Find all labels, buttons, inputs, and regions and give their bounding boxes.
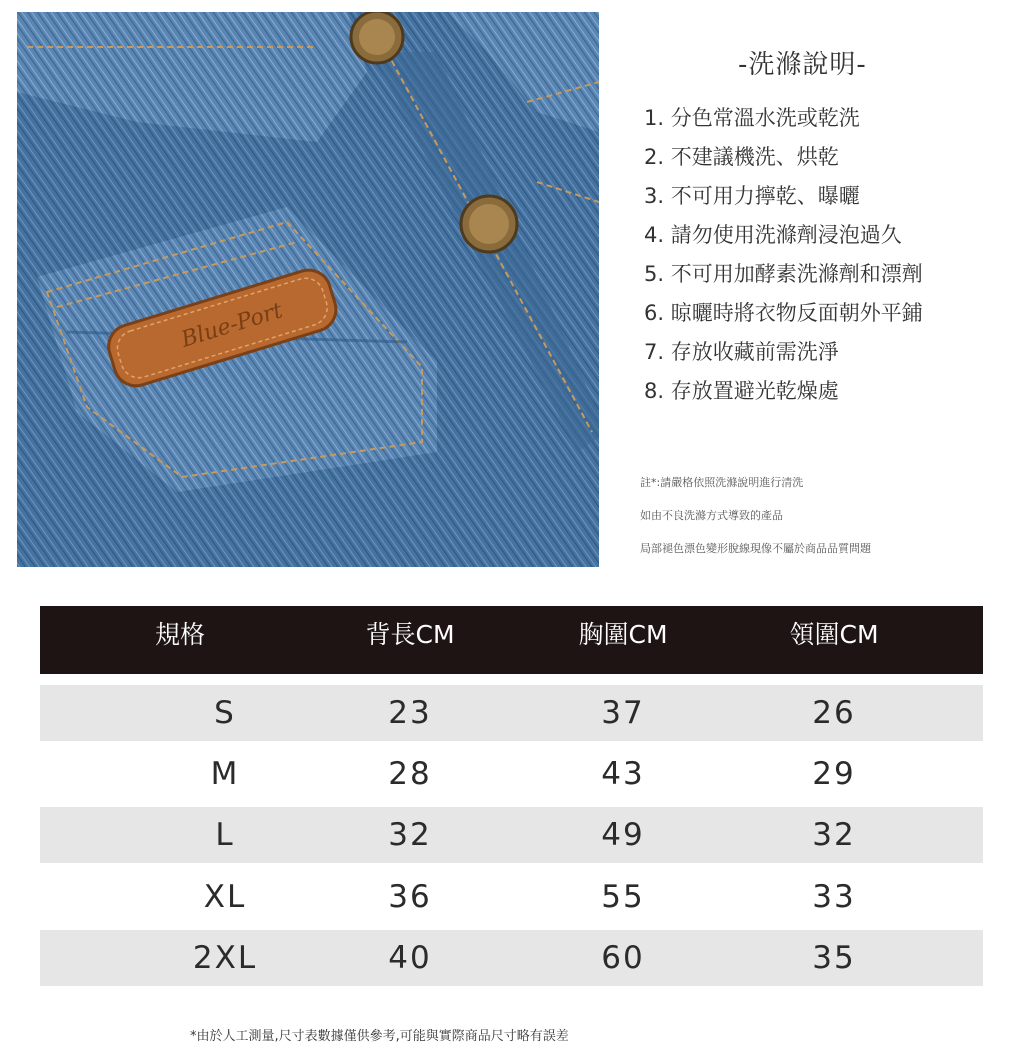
cell-neck: 32 bbox=[812, 817, 856, 853]
patch-label: Blue-Port bbox=[178, 298, 286, 353]
care-item: 2. 不建議機洗、烘乾 bbox=[644, 145, 839, 169]
care-note: 註*:請嚴格依照洗滌說明進行清洗 bbox=[640, 476, 804, 489]
cell-neck: 26 bbox=[812, 695, 856, 731]
table-row bbox=[40, 807, 983, 863]
table-row bbox=[40, 746, 983, 802]
cell-size: L bbox=[215, 817, 235, 853]
cell-neck: 33 bbox=[812, 879, 856, 915]
care-note: 如由不良洗滌方式導致的產品 bbox=[640, 509, 783, 522]
cell-back-length: 32 bbox=[388, 817, 432, 853]
cell-size: S bbox=[214, 695, 236, 731]
cell-chest: 43 bbox=[601, 756, 645, 792]
button-icon bbox=[461, 196, 517, 252]
care-instructions-list bbox=[644, 99, 923, 411]
care-item: 1. 分色常溫水洗或乾洗 bbox=[644, 106, 860, 130]
care-item: 4. 請勿使用洗滌劑浸泡過久 bbox=[644, 223, 902, 247]
cell-neck: 29 bbox=[812, 756, 856, 792]
table-row bbox=[40, 685, 983, 741]
cell-neck: 35 bbox=[812, 940, 856, 976]
header-neck: 領圍CM bbox=[789, 620, 879, 649]
cell-size: M bbox=[210, 756, 240, 792]
table-row bbox=[40, 869, 983, 925]
care-item: 5. 不可用加酵素洗滌劑和漂劑 bbox=[644, 262, 923, 286]
care-item: 7. 存放收藏前需洗淨 bbox=[644, 340, 839, 364]
cell-chest: 55 bbox=[601, 879, 645, 915]
care-item: 8. 存放置避光乾燥處 bbox=[644, 379, 839, 403]
cell-size: 2XL bbox=[192, 940, 258, 976]
cell-back-length: 40 bbox=[388, 940, 432, 976]
header-size: 規格 bbox=[154, 620, 205, 649]
cell-chest: 49 bbox=[601, 817, 645, 853]
table-row bbox=[40, 930, 983, 986]
care-notes bbox=[640, 472, 871, 571]
cell-chest: 37 bbox=[601, 695, 645, 731]
care-note: 局部褪色漂色變形脫線現像不屬於商品品質問題 bbox=[640, 542, 871, 555]
measurement-footnote: *由於人工測量,尺寸表數據僅供參考,可能與實際商品尺寸略有誤差 bbox=[190, 1029, 569, 1044]
care-item: 6. 晾曬時將衣物反面朝外平鋪 bbox=[644, 301, 923, 325]
cell-chest: 60 bbox=[601, 940, 645, 976]
cell-back-length: 36 bbox=[388, 879, 432, 915]
denim-jacket-illustration bbox=[17, 12, 599, 567]
product-photo bbox=[17, 12, 599, 567]
cell-back-length: 23 bbox=[388, 695, 432, 731]
cell-back-length: 28 bbox=[388, 756, 432, 792]
header-back-length: 背長CM bbox=[365, 620, 455, 649]
size-table-header bbox=[40, 606, 983, 674]
header-chest: 胸圍CM bbox=[578, 620, 668, 649]
care-title: -洗滌說明- bbox=[738, 50, 867, 80]
care-item: 3. 不可用力擰乾、曝曬 bbox=[644, 184, 860, 208]
button-icon bbox=[351, 12, 403, 63]
cell-size: XL bbox=[203, 879, 247, 915]
